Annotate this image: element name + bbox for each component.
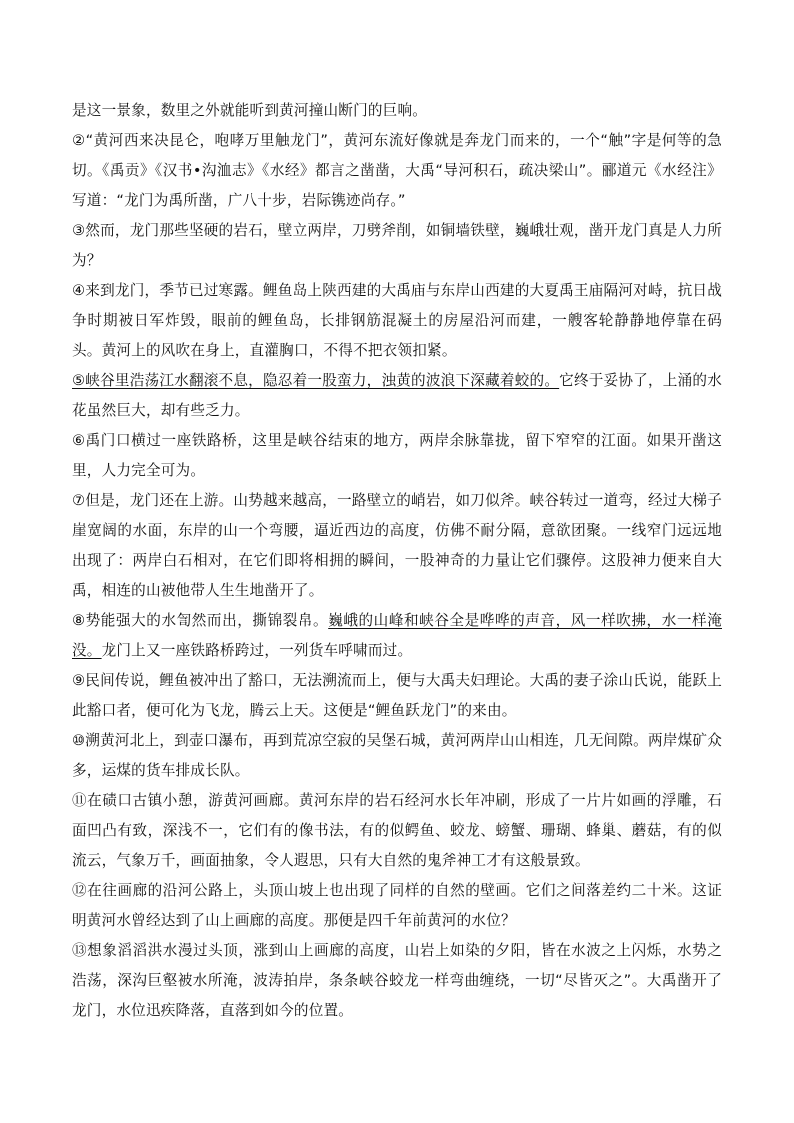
paragraph-text: ②“黄河西来决昆仑，咆哮万里触龙门”，黄河东流好像就是奔龙门而来的，一个“触”字是何等的急切。《禹贡》《汉书•沟洫志》《水经》都言之凿凿，大禹“导河积石，疏决梁山”。郦道元《水经注》写道：“龙门为禹所凿，广八十步，岩际镌迹尚存。” — [72, 132, 722, 209]
document-page — [72, 96, 722, 1026]
paragraph-continuation — [72, 96, 722, 126]
paragraph-text: 它终于妥协了，上涌的水花虽然巨大，却有些乏力。 — [72, 372, 723, 419]
paragraph-text: ⑥禹门口横过一座铁路桥，这里是峡谷结束的地方，两岸余脉靠拢，留下窄窄的江面。如果开凿这里，人力完全可为。 — [72, 432, 722, 479]
paragraph-text: ⑩溯黄河北上，到壶口瀑布，再到荒凉空寂的吴堡石城，黄河两岸山山相连，几无间隙。两岸煤矿众多，运煤的货车排成长队。 — [72, 732, 722, 779]
paragraph-4 — [72, 276, 722, 366]
paragraph-3 — [72, 216, 722, 276]
paragraph-9 — [72, 666, 722, 726]
paragraph-text: ⑪在碛口古镇小憩，游黄河画廊。黄河东岸的岩石经河水长年冲刷，形成了一片片如画的浮雕，石面凹凸有致，深浅不一，它们有的像书法，有的似鳄鱼、蛟龙、螃蟹、珊瑚、蜂巢、蘑菇，有的似流云，气象万千，画面抽象，令人遐思，只有大自然的鬼斧神工才有这般景致。 — [72, 792, 722, 869]
paragraph-10 — [72, 726, 722, 786]
paragraph-text: ⑦但是，龙门还在上游。山势越来越高，一路壁立的峭岩，如刀似斧。峡谷转过一道弯，经过大梯子崖宽阔的水面，东岸的山一个弯腰，逼近西边的高度，仿佛不耐分隔，意欲团聚。一线窄门远远地出现了：两岸白石相对，在它们即将相拥的瞬间，一股神奇的力量让它们骤停。这股神力便来自大禹，相连的山被他带人生生地凿开了。 — [72, 492, 722, 599]
paragraph-text: ③然而，龙门那些坚硬的岩石，壁立两岸，刀劈斧削，如铜墙铁壁，巍峨壮观，凿开龙门真是人力所为？ — [72, 222, 722, 269]
paragraph-8 — [72, 606, 722, 666]
paragraph-text: ⑬想象滔滔洪水漫过头顶，涨到山上画廊的高度，山岩上如染的夕阳，皆在水波之上闪烁，水势之浩荡，深沟巨壑被水所淹，波涛拍岸，条条峡谷蛟龙一样弯曲缠绕，一切“尽皆灭之”。大禹凿开了龙门，水位迅疾降落，直落到如今的位置。 — [72, 942, 722, 1019]
paragraph-6 — [72, 426, 722, 486]
underlined-sentence: ⑤峡谷里浩荡江水翻滚不息，隐忍着一股蛮力，浊黄的波浪下深藏着蛟的。 — [72, 372, 560, 389]
paragraph-text: 是这一景象，数里之外就能听到黄河撞山断门的巨响。 — [72, 102, 428, 119]
paragraph-text-before: ⑧势能强大的水訇然而出，撕锦裂帛。 — [72, 612, 329, 629]
paragraph-text: ⑫在往画廊的沿河公路上，头顶山坡上也出现了同样的自然的壁画。它们之间落差约二十米。这证明黄河水曾经达到了山上画廊的高度。那便是四千年前黄河的水位？ — [72, 882, 722, 929]
paragraph-text: ⑨民间传说，鲤鱼被冲出了豁口，无法溯流而上，便与大禹夫妇理论。大禹的妻子涂山氏说，能跃上此豁口者，便可化为飞龙，腾云上天。这便是“鲤鱼跃龙门”的来由。 — [72, 672, 722, 719]
paragraph-12 — [72, 876, 722, 936]
paragraph-7 — [72, 486, 722, 606]
paragraph-13 — [72, 936, 722, 1026]
paragraph-2 — [72, 126, 722, 216]
underlined-sentence: 巍峨的山峰和峡谷全是哗哗的声音，风一样吹拂，水一样淹没。 — [72, 612, 722, 659]
paragraph-11 — [72, 786, 722, 876]
paragraph-5 — [72, 366, 722, 426]
paragraph-text: 龙门上又一座铁路桥跨过，一列货车呼啸而过。 — [101, 642, 413, 659]
paragraph-text: ④来到龙门，季节已过寒露。鲤鱼岛上陕西建的大禹庙与东岸山西建的大夏禹王庙隔河对峙，抗日战争时期被日军炸毁，眼前的鲤鱼岛，长排钢筋混凝土的房屋沿河而建，一艘客轮静静地停靠在码头。黄河上的风吹在身上，直灌胸口，不得不把衣领扣紧。 — [72, 282, 722, 359]
